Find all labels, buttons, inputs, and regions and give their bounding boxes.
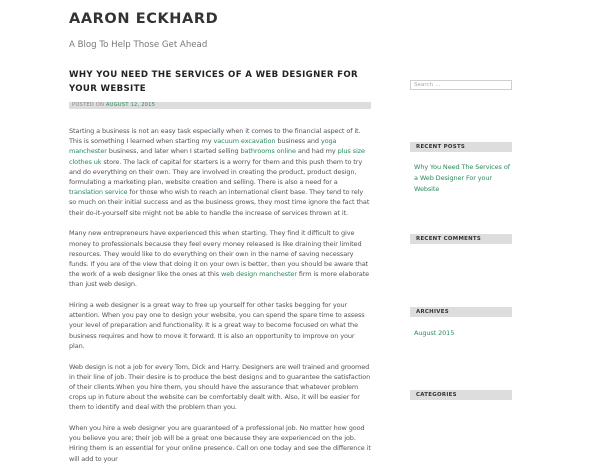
post-body [69, 126, 371, 464]
p1-text-5: store. The lack of capital for starters is a worry for them and this push them to try and do everything on their own. They are involved in creating the product, product design, formulating a marketing plan, website creation and selling. There is also a need for a [69, 157, 363, 187]
translation-service-link[interactable]: translation service [69, 188, 128, 197]
categories-title: CATEGORIES [410, 390, 512, 400]
site-tagline: A Blog To Help Those Get Ahead [69, 40, 208, 50]
post-date-link[interactable]: AUGUST 12, 2015 [106, 102, 156, 108]
post-paragraph-2 [69, 228, 371, 289]
recent-comments-title: RECENT COMMENTS [410, 234, 512, 244]
yoga-manchester-link[interactable]: yoga manchester [69, 137, 337, 156]
post-paragraph-5: When you hire a web designer you are guaranteed of a professional job. No matter how good you believe you are; their job will be a great one because they are experienced on the job. Hiring them is an essential for your online presence. Call on one today and see the difference it will add to your [69, 424, 371, 463]
plus-size-clothes-link[interactable]: plus size clothes uk [69, 147, 365, 166]
post-meta-prefix: POSTED ON [72, 102, 105, 108]
p1-text-6: for those who wish to reach an international client base. They tend to rely so much on their initial success and as the business grows, they most time ignore the fact that their do-it-yourself site might not be able to handle the increase of services thrown at it. [69, 188, 370, 217]
recent-posts-title: RECENT POSTS [410, 142, 512, 152]
archive-link-august-2015[interactable]: August 2015 [414, 329, 455, 337]
post-paragraph-3: Hiring a web designer is a great way to free up yourself for other tasks begging for your attention. When you pay one to design your website, you can spend the spare time to assess your level of preparation and functionality. It is a great way to become focused on what the business requires and how to move it forward. It is also an opportunity to improve on your plan. [69, 301, 365, 350]
p1-text-3: business, and later when I started selling [106, 147, 241, 156]
p2-text-2: firm is more elaborate than just web design. [69, 270, 370, 289]
site-title[interactable]: AARON ECKHARD [69, 11, 219, 27]
search-input[interactable] [410, 80, 512, 90]
sidebar [410, 80, 512, 398]
web-design-manchester-link[interactable]: web design manchester [220, 270, 297, 279]
post-title[interactable]: WHY YOU NEED THE SERVICES OF A WEB DESIGNER FOR YOUR WEBSITE [69, 70, 358, 94]
recent-post-link[interactable]: Why You Need The Services of a Web Designer For your Website [414, 163, 510, 193]
post-paragraph-1 [69, 126, 371, 218]
post-paragraph-4: Web design is not a job for every Tom, Dick and Harry. Designers are well trained and groomed in their line of job. Their desire is to produce the best designs and to guarantee the satisfaction of their clients.When you hire them, you should have the assurance that whatever problem crops up in future about the website can be comfortably dealt with. Also, it will be easier for them to identify and deal with the problem than you. [69, 362, 371, 412]
post-meta [69, 102, 371, 109]
main-content [69, 68, 371, 474]
p2-text-1: Many new entrepreneurs have experienced this when starting. They find it difficult to give money to professionals because they feel every money released is like draining their limited resources. They would like to do everything on their own in the name of saving necessary funds. If you are of the view that doing it on your own is better, then you should be aware that the work of a web designer like the ones at this [69, 229, 369, 279]
p1-text-4: and had my [295, 147, 338, 156]
p1-text-2: business and [275, 137, 321, 146]
archives-title: ARCHIVES [410, 307, 512, 317]
p1-text-1: Starting a business is not an easy task especially when it comes to the financial aspect of it. This is something I learned when starting my [69, 127, 361, 146]
vacuum-excavation-link[interactable]: vacuum excavation [213, 137, 276, 146]
bathrooms-online-link[interactable]: bathrooms online [240, 147, 296, 156]
